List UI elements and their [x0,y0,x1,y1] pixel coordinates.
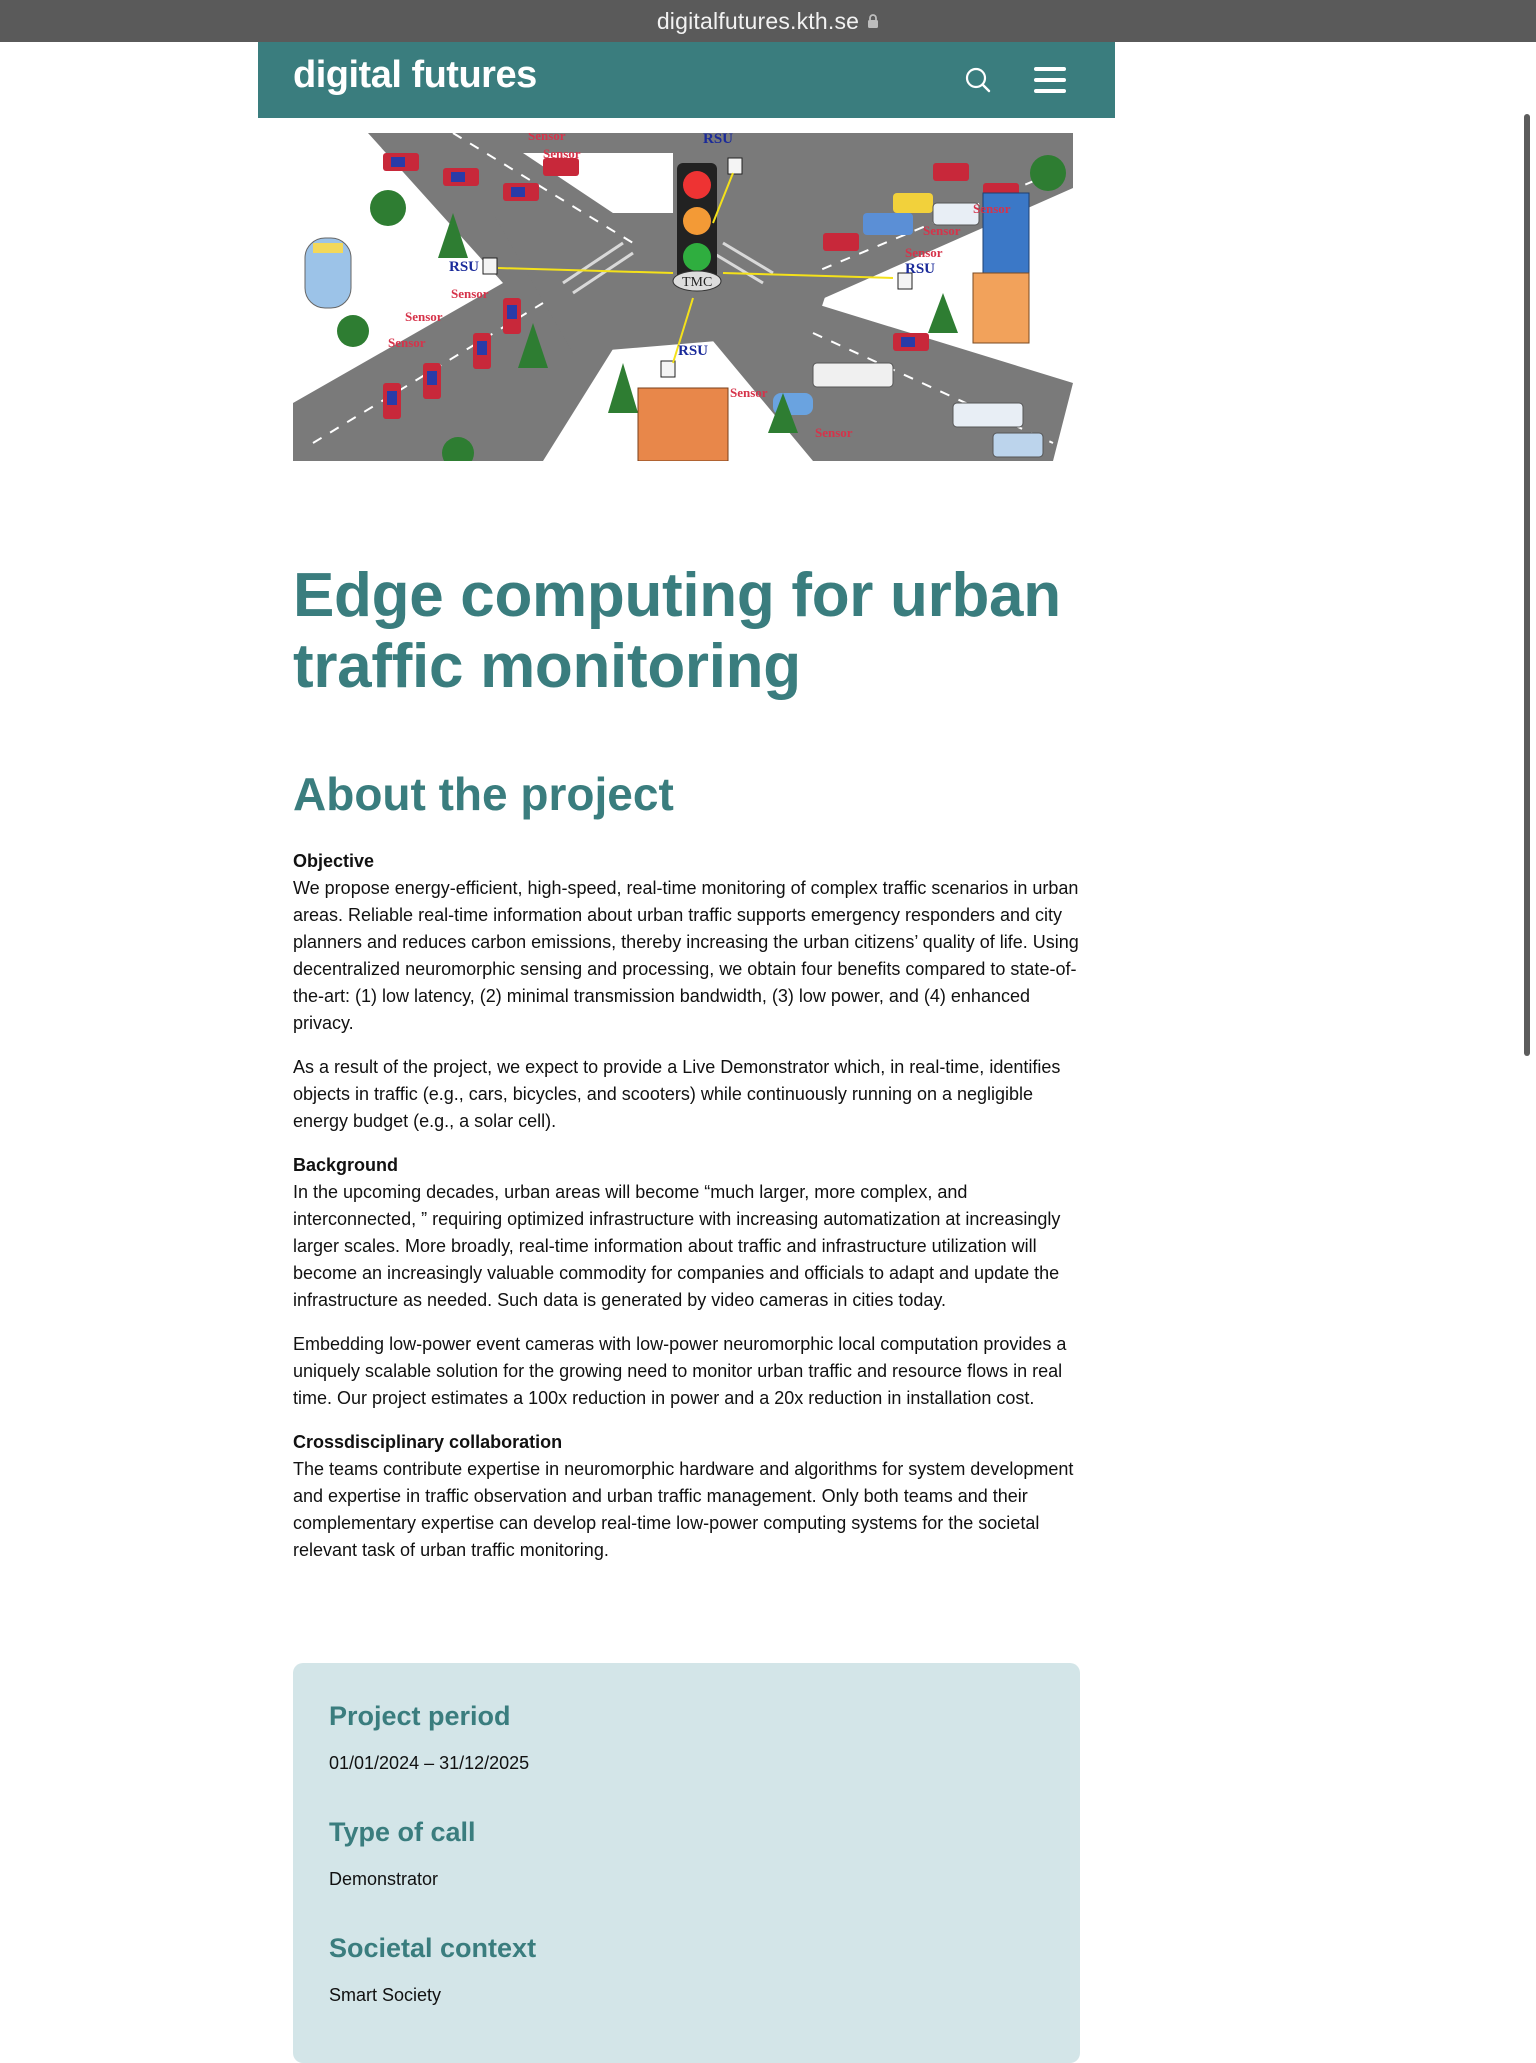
sensor-label: Sensor [973,201,1011,216]
search-button[interactable] [962,64,994,96]
sensor-label: Sensor [388,335,426,350]
objective-paragraph-2: As a result of the project, we expect to provide a Live Demonstrator which, in real-time, identifies objects in traffic (e.g., cars, bicycles, and scooters) while continuously running on a negligible energy budget (e.g., a solar cell). [293,1057,1061,1131]
main-content [293,560,1080,1581]
project-info-box [293,1663,1080,2063]
sensor-label: Sensor [730,385,768,400]
sensor-label: Sensor [451,286,489,301]
project-period-label: Project period [329,1701,511,1731]
type-of-call-value: Demonstrator [329,1869,439,1889]
site-header [258,42,1115,118]
societal-context [329,1931,536,2007]
search-icon [962,64,994,96]
sensor-label: Sensor [528,133,566,143]
objective-label: Objective [293,851,375,871]
project-period [329,1699,529,1775]
project-period-value: 01/01/2024 – 31/12/2025 [329,1753,530,1773]
background-label: Background [293,1155,399,1175]
sensor-label: Sensor [405,309,443,324]
background-paragraph-2: Embedding low-power event cameras with low-power neuromorphic local computation provides a uniquely scalable solution for the growing need to monitor urban traffic and resource flows in real time. Our project estimates a 100x reduction in power and a 20x reduction in installation cost. [293,1334,1067,1408]
hamburger-menu-icon [1033,64,1067,96]
tmc-label: TMC [682,275,713,290]
type-of-call-label: Type of call [329,1817,476,1847]
page-title: Edge computing for urban traffic monitoring [293,561,1061,701]
lock-icon [867,13,879,29]
menu-button[interactable] [1033,64,1067,96]
societal-context-label: Societal context [329,1933,537,1963]
rsu-label: RSU [678,343,709,359]
sensor-label: Sensor [923,223,961,238]
about-body [293,848,1080,1564]
societal-context-value: Smart Society [329,1985,442,2005]
rsu-label: RSU [703,133,734,147]
sensor-label: Sensor [815,425,853,440]
type-of-call [329,1815,476,1891]
background-text: In the upcoming decades, urban areas will become “much larger, more complex, and interconnected, ” requiring optimized infrastructure with increasing automatization at increasingly larger scales. More broadly, real-time information about traffic and infrastructure utilization will become an increasingly valuable commodity for companies and officials to adapt and update the infrastructure as needed. Such data is generated by video cameras in cities today. [293,1182,1061,1310]
collab-text: The teams contribute expertise in neuromorphic hardware and algorithms for system development and expertise in traffic observation and urban traffic management. Only both teams and their complementary expertise can develop real-time low-power computing systems for the societal relevant task of urban traffic monitoring. [293,1459,1074,1560]
background-paragraph [293,1152,1080,1314]
url-text[interactable]: digitalfutures.kth.se [656,7,860,34]
hero-illustration [293,133,1073,461]
sensor-label: Sensor [905,245,943,260]
sensor-label: Sensor [543,146,581,161]
rsu-label: RSU [449,259,480,275]
page-scrollbar[interactable] [1524,114,1530,1056]
browser-url-bar[interactable] [0,0,1536,42]
collab-paragraph [293,1429,1080,1564]
objective-paragraph [293,848,1080,1037]
section-title-about: About the project [293,768,674,820]
site-logo[interactable]: digital futures [293,54,537,96]
objective-text: We propose energy-efficient, high-speed, real-time monitoring of complex traffic scenarios in urban areas. Reliable real-time information about urban traffic supports emergency responders and city planners and reduces carbon emissions, thereby increasing the urban citizens’ quality of life. Using decentralized neuromorphic sensing and processing, we obtain four benefits compared to state-of-the-art: (1) low latency, (2) minimal transmission bandwidth, (3) low power, and (4) enhanced privacy. [293,878,1079,1033]
rsu-label: RSU [905,261,936,277]
collab-label: Crossdisciplinary collaboration [293,1432,563,1452]
